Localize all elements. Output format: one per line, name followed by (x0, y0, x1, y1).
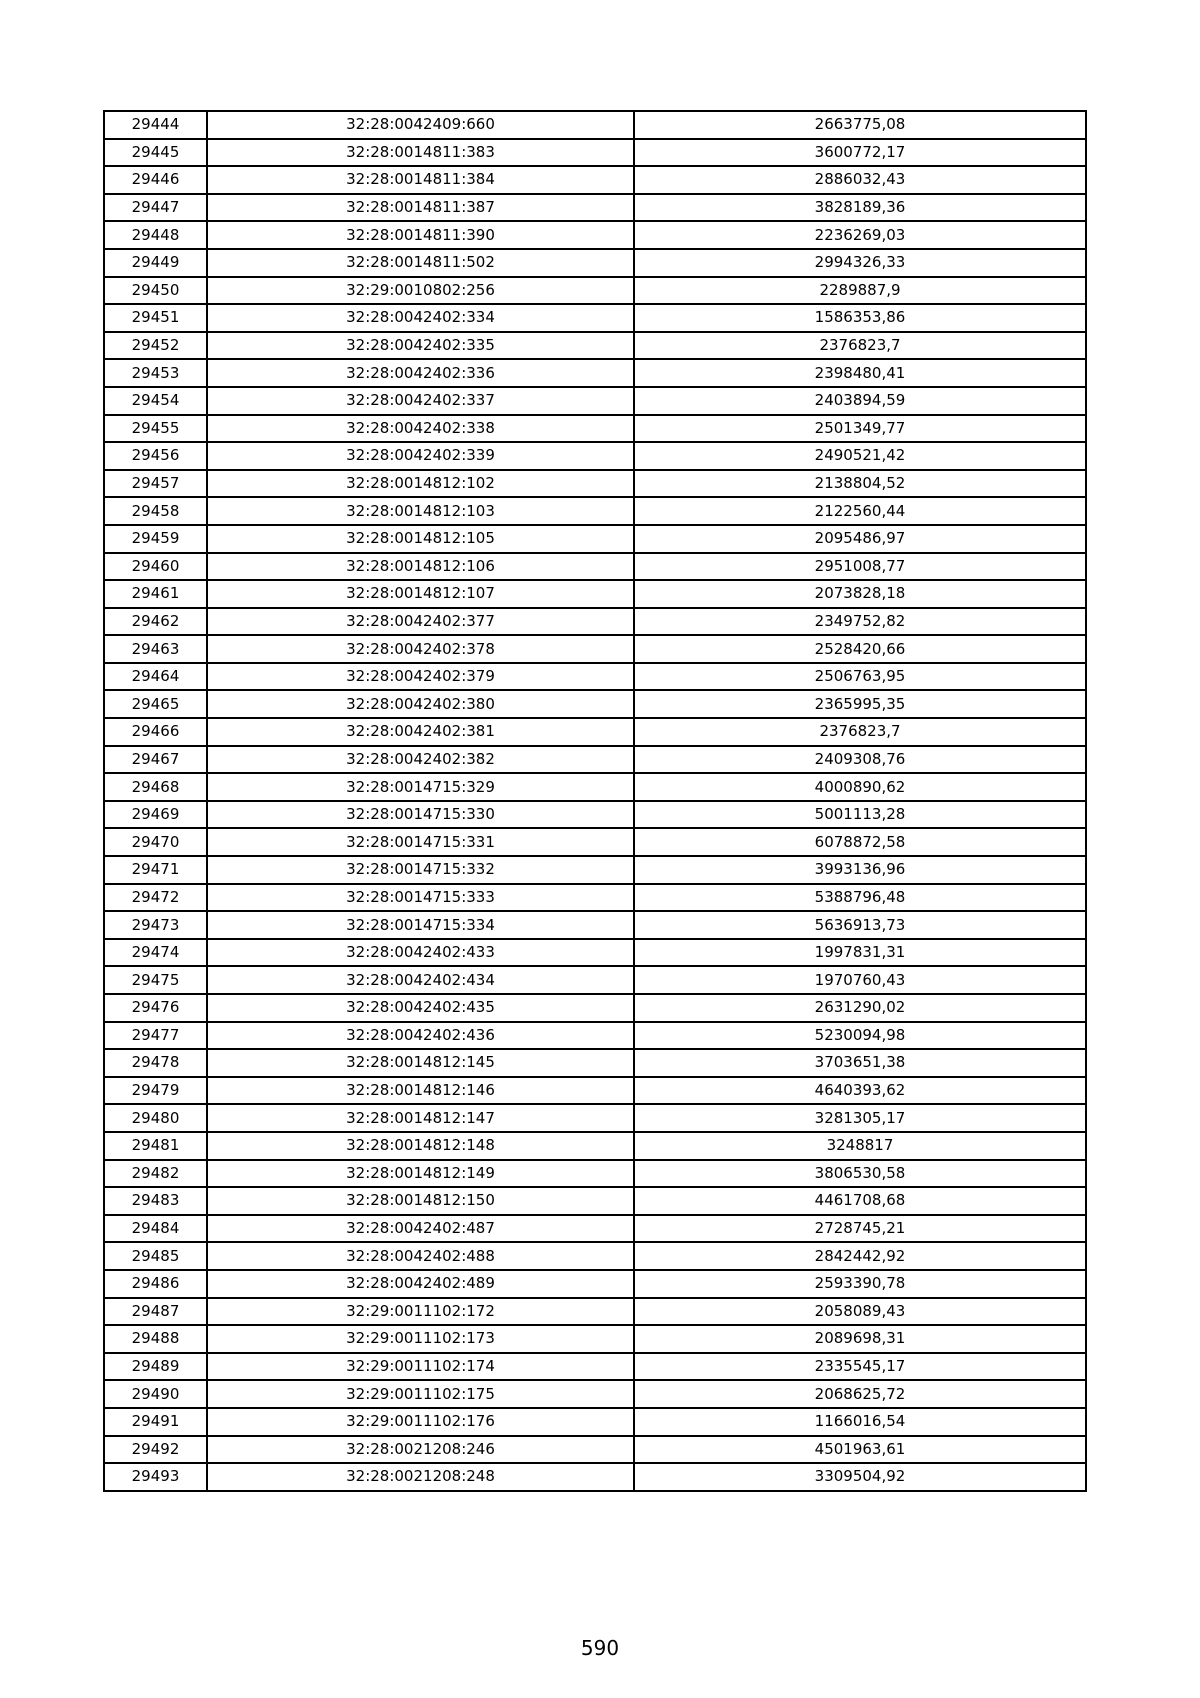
table-row (104, 525, 1086, 553)
value-cell: 2349752,82 (634, 608, 1086, 636)
row-number-cell: 29482 (104, 1160, 207, 1188)
cadastral-number-cell: 32:28:0042402:336 (207, 359, 634, 387)
cadastral-number-cell: 32:29:0011102:172 (207, 1298, 634, 1326)
value-cell: 4501963,61 (634, 1436, 1086, 1464)
table-row (104, 553, 1086, 581)
table-row (104, 1049, 1086, 1077)
cadastral-number-cell: 32:28:0014811:384 (207, 166, 634, 194)
cadastral-number-cell: 32:28:0042402:488 (207, 1242, 634, 1270)
value-cell: 1166016,54 (634, 1408, 1086, 1436)
cadastral-number-cell: 32:28:0042402:337 (207, 387, 634, 415)
cadastral-number-cell: 32:28:0014715:329 (207, 773, 634, 801)
table-row (104, 690, 1086, 718)
cadastral-number-cell: 32:28:0014812:145 (207, 1049, 634, 1077)
cadastral-number-cell: 32:29:0011102:173 (207, 1325, 634, 1353)
cadastral-number-cell: 32:28:0014811:383 (207, 139, 634, 167)
cadastral-number-cell: 32:28:0014811:502 (207, 249, 634, 277)
row-number-cell: 29464 (104, 663, 207, 691)
row-number-cell: 29490 (104, 1380, 207, 1408)
row-number-cell: 29448 (104, 221, 207, 249)
value-cell: 5001113,28 (634, 801, 1086, 829)
row-number-cell: 29491 (104, 1408, 207, 1436)
table-row (104, 939, 1086, 967)
table-row (104, 1380, 1086, 1408)
row-number-cell: 29465 (104, 690, 207, 718)
table-row (104, 1242, 1086, 1270)
table-row (104, 1132, 1086, 1160)
table-row (104, 249, 1086, 277)
cadastral-number-cell: 32:28:0042402:435 (207, 994, 634, 1022)
cadastral-number-cell: 32:29:0011102:176 (207, 1408, 634, 1436)
table-row (104, 966, 1086, 994)
row-number-cell: 29485 (104, 1242, 207, 1270)
cadastral-number-cell: 32:28:0042402:335 (207, 332, 634, 360)
table-row (104, 1022, 1086, 1050)
table-row (104, 1325, 1086, 1353)
cadastral-number-cell: 32:28:0042402:434 (207, 966, 634, 994)
row-number-cell: 29477 (104, 1022, 207, 1050)
table-row (104, 194, 1086, 222)
value-cell: 2994326,33 (634, 249, 1086, 277)
cadastral-number-cell: 32:28:0042402:433 (207, 939, 634, 967)
value-cell: 2409308,76 (634, 746, 1086, 774)
value-cell: 2951008,77 (634, 553, 1086, 581)
row-number-cell: 29462 (104, 608, 207, 636)
table-row (104, 635, 1086, 663)
row-number-cell: 29473 (104, 911, 207, 939)
row-number-cell: 29447 (104, 194, 207, 222)
row-number-cell: 29461 (104, 580, 207, 608)
table-row (104, 994, 1086, 1022)
data-table (103, 110, 1087, 1492)
value-cell: 1586353,86 (634, 304, 1086, 332)
value-cell: 1997831,31 (634, 939, 1086, 967)
cadastral-number-cell: 32:29:0011102:175 (207, 1380, 634, 1408)
table-row (104, 856, 1086, 884)
value-cell: 5388796,48 (634, 884, 1086, 912)
row-number-cell: 29456 (104, 442, 207, 470)
cadastral-number-cell: 32:28:0014812:148 (207, 1132, 634, 1160)
table-row (104, 139, 1086, 167)
row-number-cell: 29458 (104, 497, 207, 525)
cadastral-number-cell: 32:28:0014812:150 (207, 1187, 634, 1215)
value-cell: 3993136,96 (634, 856, 1086, 884)
table-row (104, 387, 1086, 415)
value-cell: 2886032,43 (634, 166, 1086, 194)
cadastral-number-cell: 32:28:0021208:248 (207, 1463, 634, 1491)
row-number-cell: 29460 (104, 553, 207, 581)
table-row (104, 497, 1086, 525)
value-cell: 3281305,17 (634, 1104, 1086, 1132)
table-row (104, 1353, 1086, 1381)
row-number-cell: 29444 (104, 111, 207, 139)
value-cell: 2138804,52 (634, 470, 1086, 498)
value-cell: 4640393,62 (634, 1077, 1086, 1105)
table-row (104, 746, 1086, 774)
table-row (104, 884, 1086, 912)
table-row (104, 415, 1086, 443)
row-number-cell: 29493 (104, 1463, 207, 1491)
table-row (104, 277, 1086, 305)
value-cell: 2663775,08 (634, 111, 1086, 139)
value-cell: 6078872,58 (634, 828, 1086, 856)
value-cell: 2528420,66 (634, 635, 1086, 663)
table-row (104, 718, 1086, 746)
table-row (104, 1463, 1086, 1491)
value-cell: 2376823,7 (634, 332, 1086, 360)
row-number-cell: 29455 (104, 415, 207, 443)
row-number-cell: 29492 (104, 1436, 207, 1464)
table-row (104, 1160, 1086, 1188)
table-row (104, 304, 1086, 332)
value-cell: 2289887,9 (634, 277, 1086, 305)
value-cell: 5230094,98 (634, 1022, 1086, 1050)
row-number-cell: 29454 (104, 387, 207, 415)
cadastral-number-cell: 32:28:0042402:380 (207, 690, 634, 718)
value-cell: 2593390,78 (634, 1270, 1086, 1298)
cadastral-number-cell: 32:28:0014812:107 (207, 580, 634, 608)
cadastral-number-cell: 32:28:0042402:381 (207, 718, 634, 746)
value-cell: 3248817 (634, 1132, 1086, 1160)
row-number-cell: 29450 (104, 277, 207, 305)
row-number-cell: 29480 (104, 1104, 207, 1132)
table-row (104, 221, 1086, 249)
row-number-cell: 29488 (104, 1325, 207, 1353)
table-row (104, 1104, 1086, 1132)
cadastral-number-cell: 32:28:0014715:332 (207, 856, 634, 884)
value-cell: 1970760,43 (634, 966, 1086, 994)
value-cell: 3309504,92 (634, 1463, 1086, 1491)
cadastral-number-cell: 32:29:0011102:174 (207, 1353, 634, 1381)
row-number-cell: 29453 (104, 359, 207, 387)
value-cell: 3600772,17 (634, 139, 1086, 167)
value-cell: 3703651,38 (634, 1049, 1086, 1077)
cadastral-number-cell: 32:28:0042402:489 (207, 1270, 634, 1298)
table-row (104, 1187, 1086, 1215)
cadastral-number-cell: 32:28:0042402:377 (207, 608, 634, 636)
row-number-cell: 29445 (104, 139, 207, 167)
table-row (104, 166, 1086, 194)
row-number-cell: 29483 (104, 1187, 207, 1215)
row-number-cell: 29476 (104, 994, 207, 1022)
table-row (104, 1408, 1086, 1436)
page-number: 590 (580, 1636, 620, 1660)
value-cell: 5636913,73 (634, 911, 1086, 939)
row-number-cell: 29452 (104, 332, 207, 360)
cadastral-number-cell: 32:28:0042402:487 (207, 1215, 634, 1243)
row-number-cell: 29484 (104, 1215, 207, 1243)
cadastral-number-cell: 32:28:0014715:333 (207, 884, 634, 912)
cadastral-number-cell: 32:28:0014812:147 (207, 1104, 634, 1132)
cadastral-number-cell: 32:28:0042402:339 (207, 442, 634, 470)
cadastral-number-cell: 32:28:0014715:330 (207, 801, 634, 829)
cadastral-number-cell: 32:28:0042402:379 (207, 663, 634, 691)
table-row (104, 580, 1086, 608)
row-number-cell: 29468 (104, 773, 207, 801)
value-cell: 2236269,03 (634, 221, 1086, 249)
row-number-cell: 29451 (104, 304, 207, 332)
table-row (104, 1270, 1086, 1298)
cadastral-number-cell: 32:28:0014715:334 (207, 911, 634, 939)
table-row (104, 470, 1086, 498)
row-number-cell: 29489 (104, 1353, 207, 1381)
row-number-cell: 29463 (104, 635, 207, 663)
table-row (104, 801, 1086, 829)
cadastral-number-cell: 32:28:0042402:436 (207, 1022, 634, 1050)
cadastral-number-cell: 32:28:0042402:382 (207, 746, 634, 774)
row-number-cell: 29474 (104, 939, 207, 967)
row-number-cell: 29486 (104, 1270, 207, 1298)
cadastral-number-cell: 32:28:0042409:660 (207, 111, 634, 139)
value-cell: 2376823,7 (634, 718, 1086, 746)
value-cell: 2842442,92 (634, 1242, 1086, 1270)
row-number-cell: 29470 (104, 828, 207, 856)
cadastral-number-cell: 32:28:0042402:378 (207, 635, 634, 663)
row-number-cell: 29459 (104, 525, 207, 553)
row-number-cell: 29471 (104, 856, 207, 884)
value-cell: 2068625,72 (634, 1380, 1086, 1408)
table-row (104, 828, 1086, 856)
value-cell: 2073828,18 (634, 580, 1086, 608)
row-number-cell: 29467 (104, 746, 207, 774)
value-cell: 2403894,59 (634, 387, 1086, 415)
cadastral-number-cell: 32:28:0042402:338 (207, 415, 634, 443)
value-cell: 4000890,62 (634, 773, 1086, 801)
value-cell: 2728745,21 (634, 1215, 1086, 1243)
value-cell: 2122560,44 (634, 497, 1086, 525)
cadastral-number-cell: 32:28:0021208:246 (207, 1436, 634, 1464)
row-number-cell: 29487 (104, 1298, 207, 1326)
value-cell: 2335545,17 (634, 1353, 1086, 1381)
value-cell: 3806530,58 (634, 1160, 1086, 1188)
cadastral-number-cell: 32:28:0014812:105 (207, 525, 634, 553)
value-cell: 2398480,41 (634, 359, 1086, 387)
row-number-cell: 29481 (104, 1132, 207, 1160)
table-row (104, 1298, 1086, 1326)
table-row (104, 359, 1086, 387)
row-number-cell: 29478 (104, 1049, 207, 1077)
value-cell: 2089698,31 (634, 1325, 1086, 1353)
row-number-cell: 29475 (104, 966, 207, 994)
cadastral-number-cell: 32:28:0014811:387 (207, 194, 634, 222)
cadastral-number-cell: 32:28:0014811:390 (207, 221, 634, 249)
table-row (104, 111, 1086, 139)
cadastral-number-cell: 32:28:0014812:103 (207, 497, 634, 525)
value-cell: 2631290,02 (634, 994, 1086, 1022)
cadastral-number-cell: 32:28:0014812:146 (207, 1077, 634, 1105)
table-row (104, 773, 1086, 801)
value-cell: 2506763,95 (634, 663, 1086, 691)
cadastral-number-cell: 32:28:0014812:149 (207, 1160, 634, 1188)
row-number-cell: 29469 (104, 801, 207, 829)
table-row (104, 663, 1086, 691)
row-number-cell: 29457 (104, 470, 207, 498)
cadastral-number-cell: 32:28:0014715:331 (207, 828, 634, 856)
cadastral-number-cell: 32:28:0014812:106 (207, 553, 634, 581)
row-number-cell: 29449 (104, 249, 207, 277)
row-number-cell: 29466 (104, 718, 207, 746)
value-cell: 2095486,97 (634, 525, 1086, 553)
cadastral-number-cell: 32:29:0010802:256 (207, 277, 634, 305)
value-cell: 3828189,36 (634, 194, 1086, 222)
table-row (104, 442, 1086, 470)
value-cell: 4461708,68 (634, 1187, 1086, 1215)
cadastral-number-cell: 32:28:0042402:334 (207, 304, 634, 332)
row-number-cell: 29472 (104, 884, 207, 912)
cadastral-number-cell: 32:28:0014812:102 (207, 470, 634, 498)
table-row (104, 1077, 1086, 1105)
value-cell: 2365995,35 (634, 690, 1086, 718)
table-row (104, 1215, 1086, 1243)
table-row (104, 1436, 1086, 1464)
row-number-cell: 29479 (104, 1077, 207, 1105)
row-number-cell: 29446 (104, 166, 207, 194)
value-cell: 2058089,43 (634, 1298, 1086, 1326)
table-row (104, 911, 1086, 939)
table-row (104, 608, 1086, 636)
value-cell: 2490521,42 (634, 442, 1086, 470)
value-cell: 2501349,77 (634, 415, 1086, 443)
table-row (104, 332, 1086, 360)
table-body (104, 111, 1086, 1491)
